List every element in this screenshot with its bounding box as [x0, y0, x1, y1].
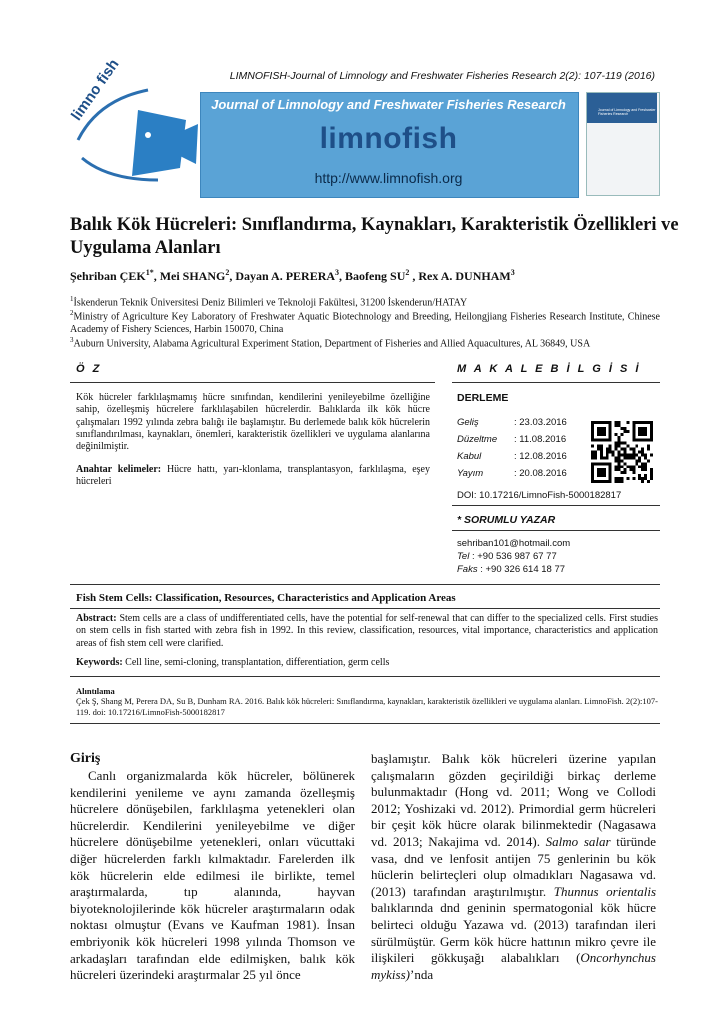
fax-label: Faks [457, 564, 478, 575]
body-left-column: Canlı organizmalarda kök hücreler, bölünerek kendilerini yenileme ve aynı zamanda özelleşmiş hücrelere dönüşebilen, farklılaşma yetenekleri olan hücrelerdir. Kendilerini yenileyebilme ve diğer hücrelere dönüşebilme yetenekleri, onları vücuttaki diğer hücrelerden farklı kılmaktadır. Farelerden ilk kök hücrelerin elde edilmesi ile birlikte, temel araştırmalarda, tıp alanında, hayvan biyoteknolojilerinde kök hücreler araştırmaların odak noktası olmuştur (Evans ve Kaufman 1981). İnsan embriyonik kök hücreleri 1998 yılında Thomson ve arkadaşları tarafından elde edilmişken, balık kök hücreleri üzerindeki araştırmalar 25 yıl önce [70, 768, 355, 983]
date-label-received: Geliş [457, 417, 479, 428]
limnofish-side-logo [68, 55, 200, 192]
english-abstract [76, 613, 658, 650]
body-text: balıklarında dnd geninin spermatogonial kök hücre belirteci olduğu Yazawa vd. (2013) tarafından ileri sürülmüştür. Germ kök hücre hattının mikro çevre ile ilişkileri gökkuşağı alabalıkları ( [371, 900, 656, 966]
english-title: Fish Stem Cells: Classification, Resources, Characteristics and Application Areas [76, 592, 456, 604]
section-heading-giris: Giriş [70, 751, 101, 766]
affiliation-2 [70, 307, 660, 336]
species-name: Thunnus orientalis [553, 883, 656, 899]
date-value-accepted: : 12.08.2016 [514, 451, 567, 462]
oz-heading: Ö Z [76, 363, 102, 375]
corresponding-author-heading: * SORUMLU YAZAR [457, 514, 556, 526]
author-separator: , [229, 269, 236, 283]
qr-code[interactable] [591, 421, 653, 483]
abstract-text: Stem cells are a class of undifferentiated cells, have the potential for self-renewal that can differ to the specialized cells. First studies on stem cells in fish started with zebra fish in 1992. In this review, classification, resources, vital importance, characteristics and application areas of fish stem cell were clarified. [76, 613, 658, 649]
divider [70, 584, 660, 585]
author-name: Şehriban ÇEK [70, 269, 146, 283]
keywords-text: Cell line, semi-cloning, transplantation, differentiation, germ cells [122, 657, 390, 668]
divider [452, 530, 660, 531]
author-separator: , [153, 269, 160, 283]
keywords-label: Keywords: [76, 657, 123, 668]
title-line-1: Balık Kök Hücreleri: Sınıflandırma, Kaynakları, Karakteristik Özellikleri ve [70, 215, 679, 235]
affiliation-3 [70, 334, 660, 351]
divider [452, 382, 660, 383]
divider [70, 608, 660, 609]
info-heading: M A K A L E B İ L G İ S İ [457, 363, 641, 375]
author-name: Mei SHANG [159, 269, 226, 283]
article-type: DERLEME [457, 392, 509, 404]
affiliation-num: 2 [70, 309, 74, 317]
banner-title: Journal of Limnology and Freshwater Fisheries Research [211, 97, 566, 112]
date-label-revised: Düzeltme [457, 434, 498, 445]
cover-title: Journal of Limnology and Freshwater Fisheries Research [598, 108, 656, 116]
affiliation-text: İskenderun Teknik Üniversitesi Deniz Bilimleri ve Teknoloji Fakültesi, 31200 İskenderun/HATAY [73, 297, 468, 309]
author-email[interactable]: sehriban101@hotmail.com [457, 538, 571, 549]
body-text: türünde vasa, dnd ve lenfosit antijen 75 genlerinin bu kök hüclerin belirteçleri olup olmadıkları Nagasawa vd. (2013) tarafından araştırılmıştır. [371, 833, 656, 899]
divider [452, 505, 660, 506]
author-name: Dayan A. PERERA [235, 269, 336, 283]
citation-heading: Alıntılama [76, 686, 115, 696]
article-title [70, 214, 679, 260]
fax-value: : +90 326 614 18 77 [477, 564, 566, 575]
divider [70, 723, 660, 724]
affiliation-num: 3 [70, 336, 74, 344]
title-line-2: Uygulama Alanları [70, 238, 221, 258]
body-text: ’nda [410, 966, 434, 982]
abstract-label: Abstract: [76, 613, 117, 624]
divider [70, 676, 660, 677]
author-separator: , [339, 269, 346, 283]
date-value-revised: : 11.08.2016 [514, 434, 567, 445]
species-name: Salmo salar [545, 833, 611, 849]
affiliation-text: Auburn University, Alabama Agricultural Experiment Station, Department of Fisheries and Allied Aquacultures, AL 36849, USA [73, 338, 591, 350]
affiliation-text: Ministry of Agriculture Key Laboratory of Freshwater Aquatic Biotechnology and Breeding, Heilongjiang Fisheries Research Institute, Chinese Academy of Fishery Sciences, Harbin 150070, China [70, 311, 660, 335]
date-label-published: Yayım [457, 468, 484, 479]
date-label-accepted: Kabul [457, 451, 482, 462]
journal-reference: LIMNOFISH-Journal of Limnology and Freshwater Fisheries Research 2(2): 107-119 (2016) [229, 70, 655, 82]
author-affiliation-mark: 3 [335, 268, 340, 277]
oz-keywords [76, 464, 430, 489]
author-list [70, 268, 515, 284]
phone-value: : +90 536 987 67 77 [469, 551, 557, 562]
author-separator: , [409, 269, 419, 283]
affiliation-num: 1 [70, 295, 74, 303]
english-keywords [76, 657, 658, 669]
author-affiliation-mark: 1* [145, 268, 154, 277]
author-phone [457, 551, 557, 562]
date-value-received: : 23.03.2016 [514, 417, 567, 428]
date-value-published: : 20.08.2016 [514, 468, 567, 479]
species-name: Oncorhynchus mykiss) [371, 950, 656, 982]
doi[interactable]: DOI: 10.17216/LimnoFish-5000182817 [457, 490, 622, 501]
body-right-column [371, 751, 656, 983]
keywords-text: Hücre hattı, yarı-klonlama, transplantasyon, farklılaşma, eşey hücreleri [76, 464, 430, 488]
author-affiliation-mark: 2 [225, 268, 230, 277]
author-affiliation-mark: 3 [510, 268, 515, 277]
author-fax [457, 564, 565, 575]
divider [70, 382, 435, 383]
body-text: başlamıştır. Balık kök hücreleri üzerine yapılan çalışmaların gözden geçirildiği birkaç derleme bulunmaktadır (Hong vd. 2011; Wong ve Collodi 2012; Yoshizaki vd. 2012). Primordial germ hücreleri bir çeşit kök hücre olarak bilinmektedir (Nagasawa vd. 2013; Nakajima vd. 2014). [371, 751, 656, 849]
oz-text: Kök hücreler farklılaşmamış hücre sınıfından, kendilerini yenileyebilme özelliğine sahip, özelleşmiş hücrelere farklılaşabilen hücrelerdir. Balıklarda ilk kök hücre çalışmaları 1992 yılında zebra balığı ile başlamıştır. Bu derlemede balık kök hücrelerin sınıflandırılması, kaynakları, önemleri, karakteristik özellikleri ve uygulama alanlarına değinilmiştir. [76, 392, 430, 453]
banner-url[interactable]: http://www.limnofish.org [314, 170, 463, 186]
side-logo-text: limno fish [68, 55, 123, 124]
author-name: Rex A. DUNHAM [418, 269, 511, 283]
citation-text: Çek Ş, Shang M, Perera DA, Su B, Dunham RA. 2016. Balık kök hücreleri: Sınıflandırma, kaynakları, karakteristik özellikleri ve uygulama alanları. LimnoFish. 2(2):107-119. doi: 10.17216/LimnoFish-5000182817 [76, 696, 658, 717]
keywords-label: Anahtar kelimeler: [76, 464, 162, 475]
author-name: Baofeng SU [345, 269, 406, 283]
banner-logo: limnofish [319, 122, 458, 155]
author-affiliation-mark: 2 [405, 268, 410, 277]
phone-label: Tel [457, 551, 470, 562]
